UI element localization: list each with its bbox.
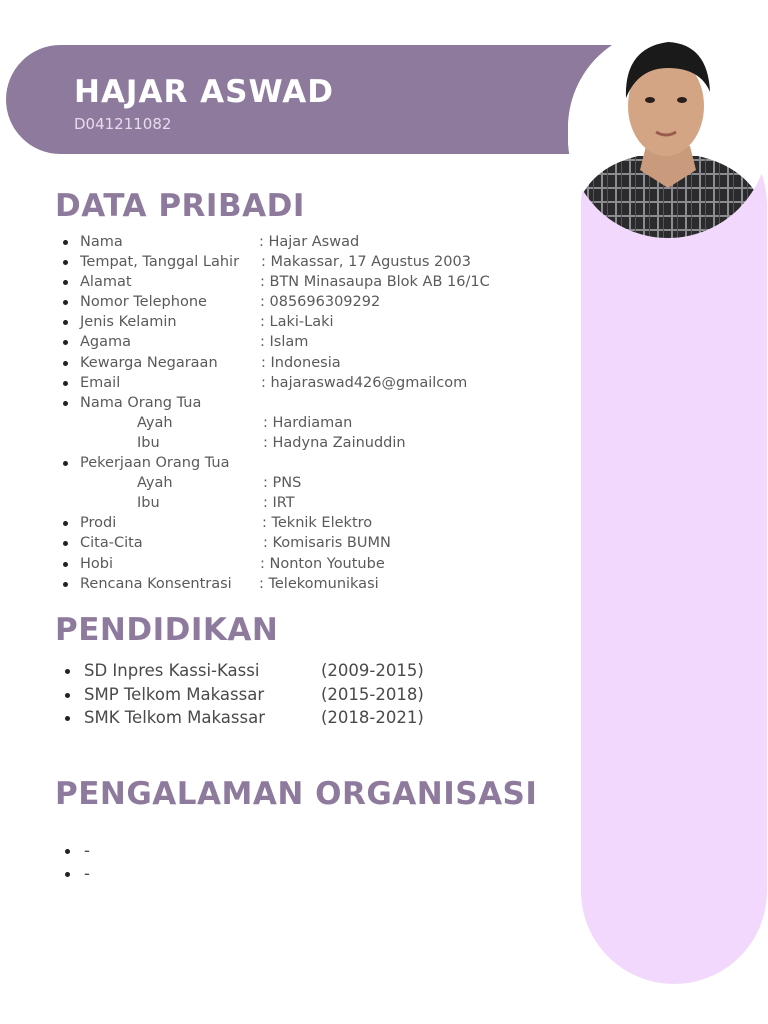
section-title-education: PENDIDIKAN <box>55 612 279 648</box>
section-title-personal: DATA PRIBADI <box>55 188 305 224</box>
field-label: Nama Orang Tua <box>80 395 202 411</box>
sub-list-item <box>60 413 560 433</box>
field-value: : IRT <box>263 495 295 511</box>
bullet <box>63 320 68 325</box>
field-label: Kewarga Negaraan <box>80 355 218 371</box>
bullet <box>65 872 70 877</box>
bullet <box>63 541 68 546</box>
field-value: : Nonton Youtube <box>260 556 385 572</box>
bullet <box>63 240 68 245</box>
list-item <box>62 840 562 862</box>
organization-entry: - <box>84 841 90 860</box>
school-name: SMP Telkom Makassar <box>84 685 265 704</box>
list-item <box>60 312 560 332</box>
list-item <box>60 533 560 553</box>
section-title-organization: PENGALAMAN ORGANISASI <box>55 776 538 812</box>
field-value: : Hardiaman <box>263 415 353 431</box>
field-label: Ibu <box>137 435 160 451</box>
field-value: : BTN Minasaupa Blok AB 16/1C <box>260 274 490 290</box>
field-label: Tempat, Tanggal Lahir <box>80 254 240 270</box>
bullet <box>65 669 70 674</box>
bullet <box>65 693 70 698</box>
field-label: Cita-Cita <box>80 535 143 551</box>
list-item <box>60 332 560 352</box>
field-label: Prodi <box>80 515 117 531</box>
bullet <box>65 849 70 854</box>
field-value: : Hadyna Zainuddin <box>263 435 406 451</box>
field-label: Nama <box>80 234 123 250</box>
organization-entry: - <box>84 864 90 883</box>
bullet <box>63 461 68 466</box>
sub-list-item <box>60 473 560 493</box>
list-item <box>60 232 560 252</box>
list-item <box>60 353 560 373</box>
bullet <box>63 562 68 567</box>
field-value: : Makassar, 17 Agustus 2003 <box>261 254 471 270</box>
field-label: Jenis Kelamin <box>80 314 177 330</box>
field-value: : Telekomunikasi <box>259 576 379 592</box>
field-label: Email <box>80 375 121 391</box>
field-value: : PNS <box>263 475 302 491</box>
list-item <box>62 707 562 729</box>
field-label: Ayah <box>137 415 173 431</box>
list-item <box>60 292 560 312</box>
field-label: Nomor Telephone <box>80 294 207 310</box>
list-item <box>60 252 560 272</box>
field-value: : hajaraswad426@gmailcom <box>261 375 468 391</box>
bullet <box>63 381 68 386</box>
list-item <box>60 554 560 574</box>
bullet <box>63 361 68 366</box>
bullet <box>63 280 68 285</box>
bullet <box>63 582 68 587</box>
profile-photo <box>568 28 768 238</box>
school-name: SD Inpres Kassi-Kassi <box>84 661 260 680</box>
field-label: Rencana Konsentrasi <box>80 576 232 592</box>
list-item <box>60 574 560 594</box>
person-name: HAJAR ASWAD <box>74 74 334 110</box>
school-years: (2018-2021) <box>321 708 424 727</box>
field-label: Pekerjaan Orang Tua <box>80 455 230 471</box>
field-value: : Hajar Aswad <box>259 234 360 250</box>
school-name: SMK Telkom Makassar <box>84 708 265 727</box>
field-value: : 085696309292 <box>260 294 381 310</box>
portrait-image <box>568 28 768 238</box>
list-item <box>62 660 562 682</box>
sub-list-item <box>60 433 560 453</box>
field-label: Alamat <box>80 274 132 290</box>
list-item <box>62 863 562 885</box>
field-value: : Komisaris BUMN <box>263 535 391 551</box>
sub-list-item <box>60 493 560 513</box>
bullet <box>63 521 68 526</box>
list-item <box>60 373 560 393</box>
side-decoration <box>581 112 767 984</box>
field-label: Agama <box>80 334 132 350</box>
school-years: (2009-2015) <box>321 661 424 680</box>
field-label: Hobi <box>80 556 114 572</box>
field-value: : Indonesia <box>261 355 341 371</box>
field-value: : Teknik Elektro <box>262 515 373 531</box>
field-label: Ayah <box>137 475 173 491</box>
bullet <box>63 340 68 345</box>
bullet <box>63 300 68 305</box>
school-years: (2015-2018) <box>321 685 424 704</box>
field-label: Ibu <box>137 495 160 511</box>
list-item <box>60 513 560 533</box>
bullet <box>63 260 68 265</box>
bullet <box>63 401 68 406</box>
field-value: : Islam <box>260 334 309 350</box>
field-value: : Laki-Laki <box>260 314 334 330</box>
list-item <box>60 272 560 292</box>
list-item <box>60 453 560 473</box>
list-item <box>60 393 560 413</box>
student-id: D041211082 <box>74 115 172 133</box>
bullet <box>65 716 70 721</box>
list-item <box>62 684 562 706</box>
